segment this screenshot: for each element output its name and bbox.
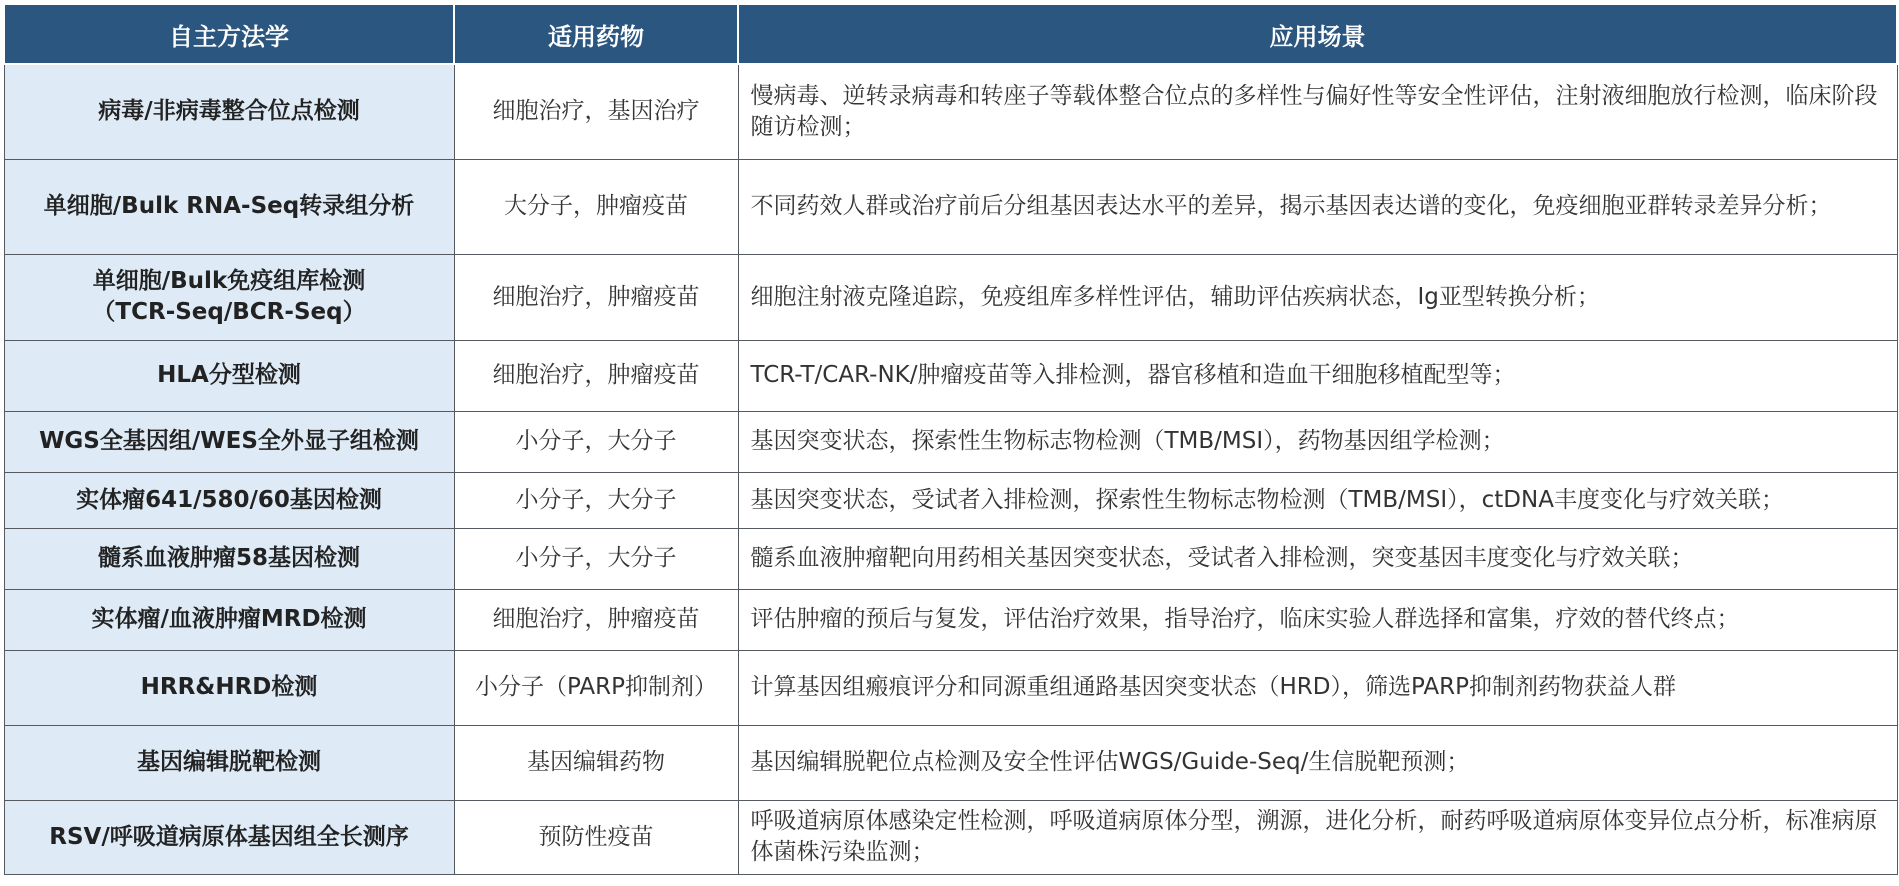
table-row	[4, 64, 1897, 159]
method-name: HRR&HRD检测	[140, 674, 318, 700]
applicable-drug-cell: 小分子，大分子	[454, 528, 738, 589]
methodology-table-container	[3, 3, 1896, 875]
application-scenario-cell: 不同药效人群或治疗前后分组基因表达水平的差异，揭示基因表达谱的变化，免疫细胞亚群转录差异分析；	[738, 159, 1897, 254]
method-cell	[4, 472, 454, 528]
method-cell	[4, 254, 454, 340]
method-cell	[4, 340, 454, 411]
table-body	[4, 64, 1897, 874]
method-cell	[4, 650, 454, 725]
methodology-table	[3, 3, 1898, 875]
method-name: 病毒/非病毒整合位点检测	[98, 98, 360, 125]
method-name: 基因编辑脱靶检测	[137, 749, 321, 775]
table-row	[4, 411, 1897, 472]
method-cell	[4, 411, 454, 472]
table-row	[4, 589, 1897, 650]
method-cell	[4, 64, 454, 159]
applicable-drug-cell: 细胞治疗，肿瘤疫苗	[454, 589, 738, 650]
application-scenario-cell: 呼吸道病原体感染定性检测，呼吸道病原体分型，溯源，进化分析，耐药呼吸道病原体变异位点分析，标准病原体菌株污染监测；	[738, 800, 1897, 874]
table-row	[4, 800, 1897, 874]
table-header-row	[4, 4, 1897, 64]
applicable-drug-cell: 细胞治疗，肿瘤疫苗	[454, 254, 738, 340]
method-cell	[4, 725, 454, 800]
applicable-drug-cell: 预防性疫苗	[454, 800, 738, 874]
method-cell	[4, 159, 454, 254]
header-scene: 应用场景	[738, 4, 1897, 64]
table-row	[4, 254, 1897, 340]
application-scenario-cell: 基因编辑脱靶位点检测及安全性评估WGS/Guide-Seq/生信脱靶预测；	[738, 725, 1897, 800]
application-scenario-cell: 计算基因组瘢痕评分和同源重组通路基因突变状态（HRD），筛选PARP抑制剂药物获益人群	[738, 650, 1897, 725]
table-row	[4, 528, 1897, 589]
application-scenario-cell: 基因突变状态，探索性生物标志物检测（TMB/MSI），药物基因组学检测；	[738, 411, 1897, 472]
method-name: 实体瘤/血液肿瘤MRD检测	[91, 606, 367, 632]
applicable-drug-cell: 小分子，大分子	[454, 411, 738, 472]
application-scenario-cell: 细胞注射液克隆追踪，免疫组库多样性评估，辅助评估疾病状态，Ig亚型转换分析；	[738, 254, 1897, 340]
applicable-drug-cell: 大分子，肿瘤疫苗	[454, 159, 738, 254]
applicable-drug-cell: 小分子，大分子	[454, 472, 738, 528]
method-name: 单细胞/Bulk RNA-Seq转录组分析	[43, 193, 415, 219]
method-name: WGS全基因组/WES全外显子组检测	[39, 428, 419, 454]
application-scenario-cell: TCR-T/CAR-NK/肿瘤疫苗等入排检测，器官移植和造血干细胞移植配型等；	[738, 340, 1897, 411]
application-scenario-cell: 慢病毒、逆转录病毒和转座子等载体整合位点的多样性与偏好性等安全性评估，注射液细胞放行检测，临床阶段随访检测；	[738, 64, 1897, 159]
application-scenario-cell: 评估肿瘤的预后与复发，评估治疗效果，指导治疗，临床实验人群选择和富集，疗效的替代终点；	[738, 589, 1897, 650]
method-name: 实体瘤641/580/60基因检测	[76, 486, 382, 513]
table-row	[4, 650, 1897, 725]
applicable-drug-cell: 细胞治疗，肿瘤疫苗	[454, 340, 738, 411]
method-name: 髓系血液肿瘤58基因检测	[97, 545, 360, 571]
application-scenario-cell: 髓系血液肿瘤靶向用药相关基因突变状态，受试者入排检测，突变基因丰度变化与疗效关联；	[738, 528, 1897, 589]
table-row	[4, 725, 1897, 800]
applicable-drug-cell: 小分子（PARP抑制剂）	[454, 650, 738, 725]
header-drug: 适用药物	[454, 4, 738, 64]
method-name: HLA分型检测	[157, 362, 301, 388]
method-cell	[4, 528, 454, 589]
method-name: RSV/呼吸道病原体基因组全长测序	[49, 823, 409, 850]
applicable-drug-cell: 基因编辑药物	[454, 725, 738, 800]
method-name: 单细胞/Bulk免疫组库检测	[92, 268, 366, 294]
header-method: 自主方法学	[4, 4, 454, 64]
method-name: （TCR-Seq/BCR-Seq）	[92, 299, 366, 325]
table-row	[4, 472, 1897, 528]
application-scenario-cell: 基因突变状态，受试者入排检测，探索性生物标志物检测（TMB/MSI），ctDNA丰度变化与疗效关联；	[738, 472, 1897, 528]
table-row	[4, 159, 1897, 254]
method-cell	[4, 800, 454, 874]
method-cell	[4, 589, 454, 650]
applicable-drug-cell: 细胞治疗，基因治疗	[454, 64, 738, 159]
table-row	[4, 340, 1897, 411]
